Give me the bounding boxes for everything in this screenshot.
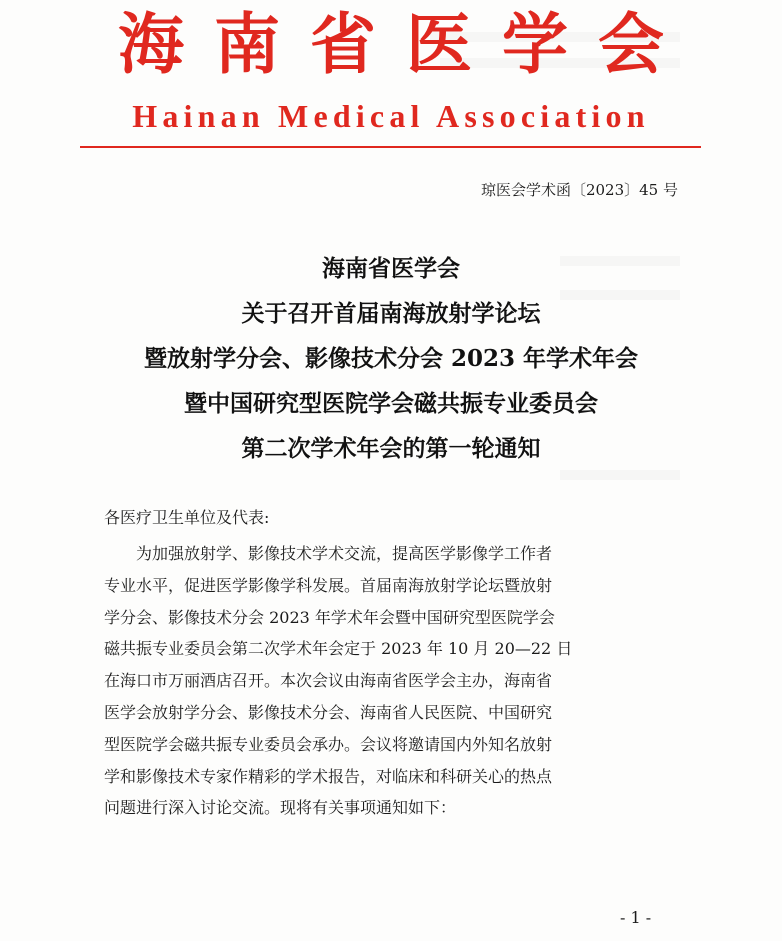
org-name-en: Hainan Medical Association [132,98,650,134]
page-number: - 1 - [620,908,652,927]
show-through-mark [560,470,680,480]
notice-title [0,246,782,471]
letterhead-divider [80,146,701,148]
title-line: 暨放射学分会、影像技术分会 2023 年学术年会 [143,345,639,372]
title-line: 第二次学术年会的第一轮通知 [241,435,541,462]
salutation: 各医疗卫生单位及代表: [104,508,270,527]
body-line: 问题进行深入讨论交流。现将有关事项通知如下： [104,798,457,818]
title-line: 关于召开首届南海放射学论坛 [241,300,541,327]
body-paragraph [104,538,704,824]
document-number: 琼医会学术函〔2023〕45 号 [480,181,678,199]
title-line: 暨中国研究型医院学会磁共振专业委员会 [184,390,598,417]
body-line: 磁共振专业委员会第二次学术年会定于 2023 年 10 月 20—22 日 [104,639,573,659]
org-name-cn: 海南省医学会 [118,5,694,83]
body-line: 型医院学会磁共振专业委员会承办。会议将邀请国内外知名放射 [104,734,553,754]
body-line: 专业水平，促进医学影像学科发展。首届南海放射学论坛暨放射 [104,575,553,595]
body-line: 学分会、影像技术分会 2023 年学术年会暨中国研究型医院学会 [104,607,555,627]
body-line: 医学会放射学分会、影像技术分会、海南省人民医院、中国研究 [104,702,553,722]
body-line: 在海口市万丽酒店召开。本次会议由海南省医学会主办，海南省 [104,671,553,691]
body-line: 为加强放射学、影像技术学术交流，提高医学影像学工作者 [104,544,553,563]
title-line: 海南省医学会 [322,255,460,282]
body-line: 学和影像技术专家作精彩的学术报告，对临床和科研关心的热点 [104,766,553,786]
